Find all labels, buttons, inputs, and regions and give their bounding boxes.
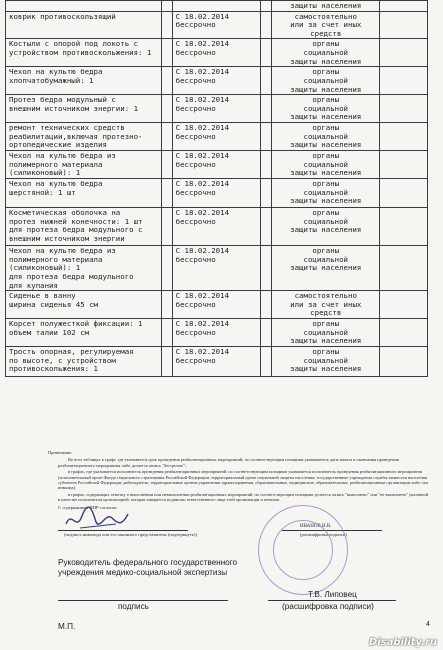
executor-cell: органы социальной защиты населения (272, 67, 380, 95)
table-row (6, 179, 428, 208)
watermark-logo: Disability.ru (368, 637, 437, 648)
date-cell: С 18.02.2014 бессрочно (172, 246, 261, 291)
agreed-label: С содержанием ИПР согласен (58, 505, 117, 510)
table-row (6, 151, 428, 179)
notes-paragraph: в графах, где указывается исполнитель проведения реабилитационных мероприятий, по соответствующим позициям указывается исполнитель проведения реабилитационного мероприятия (исполнительный орган Фонда социального страхования Российской Федерации, территориальный орган социальной защиты населения; государственные учреждения службы занятости населения субъектов Российской Федерации; работодатель; территориальные органы управления здравоохранения, образовательные, медицинские, образовательные, реабилитационные организации либо сам инвалид). (58, 469, 428, 491)
item-cell: Чехол на культю бедра хлопчатобумажный: 1 (6, 67, 162, 95)
item-cell: Косметическая оболочка на протез нижней конечности: 1 шт для протеза бедра модульного с внешним источником энергии (6, 208, 162, 246)
date-cell: С 18.02.2014 бессрочно (172, 179, 261, 208)
executor-cell: органы социальной защиты населения (272, 246, 380, 291)
executor-cell: органы социальной защиты населения (272, 95, 380, 123)
page-number: 4 (426, 621, 430, 628)
table-row (6, 11, 428, 39)
table-row (6, 95, 428, 123)
head-title-line2: учреждения медико-социальной экспертизы (58, 568, 228, 577)
executor-cell: самостоятельно или за счет иных средств (272, 11, 380, 39)
table-row (6, 1, 428, 12)
handwritten-signature-icon (62, 506, 132, 532)
notes-paragraph: в графах, содержащих отметку о выполнении или невыполнении реабилитационных мероприятий, по соответствующим позициям делается запись "выполнено" или "не выполнено" указанной в качестве исполнителя организацией, которая заверяется подписью ответственного лица этой организации и печатью. (58, 491, 429, 503)
date-cell: С 18.02.2014 бессрочно (172, 208, 261, 246)
item-cell: коврик противоскользящий (6, 11, 162, 39)
notes-block (48, 450, 430, 504)
item-cell: Трость опорная, регулируемая по высоте, с устройством противоскольжения: 1 (6, 346, 162, 376)
executor-cell: защиты населения (272, 1, 380, 12)
table-row (6, 346, 428, 376)
director-name: Т.В. Липовец (308, 590, 357, 599)
date-cell: С 18.02.2014 бессрочно (172, 11, 261, 39)
item-cell: Корсет полужесткой фиксации: 1 объем талии 102 см (6, 319, 162, 347)
table-row (6, 67, 428, 95)
table-row (6, 208, 428, 246)
executor-cell: органы социальной защиты населения (272, 346, 380, 376)
date-cell: С 18.02.2014 бессрочно (172, 346, 261, 376)
patient-name: ИВАНОВ И.В. (300, 524, 332, 529)
date-cell: С 18.02.2014 бессрочно (172, 39, 261, 67)
name-caption: (расшифровка подписи) (300, 532, 347, 537)
executor-cell: органы социальной защиты населения (272, 208, 380, 246)
date-cell: С 18.02.2014 бессрочно (172, 67, 261, 95)
notes-paragraph: Во всех таблицах в графе, где указывается срок проведения реабилитационных мероприятий, по соответствующим позициям указываются даты начала и окончания проведения реабилитационного мероприятия либо делается запись "бессрочно"; (58, 457, 399, 468)
notes-title: Примечание. (48, 450, 73, 455)
signature-line (58, 530, 188, 531)
executor-cell: органы социальной защиты населения (272, 179, 380, 208)
item-cell: Сиденье в ванну ширина сиденья 45 см (6, 291, 162, 319)
director-line (268, 600, 396, 601)
table-row (6, 39, 428, 67)
podpis-label: подпись (118, 602, 149, 611)
table-row (6, 291, 428, 319)
signature-caption: (подпись инвалида или его законного представителя (подчеркнуть)) (64, 532, 197, 537)
table-row (6, 246, 428, 291)
executor-cell: органы социальной защиты населения (272, 123, 380, 151)
item-cell: Чехол на культю бедра из полимерного материала (силиконовый): 1 (6, 151, 162, 179)
date-cell: С 18.02.2014 бессрочно (172, 151, 261, 179)
item-cell: Протез бедра модульный с внешним источником энергии: 1 (6, 95, 162, 123)
executor-cell: органы социальной защиты населения (272, 39, 380, 67)
date-cell: С 18.02.2014 бессрочно (172, 123, 261, 151)
mp-label: М.П. (58, 622, 76, 631)
executor-cell: органы социальной защиты населения (272, 151, 380, 179)
table-row (6, 123, 428, 151)
executor-cell: органы социальной защиты населения (272, 319, 380, 347)
item-cell: Чехол на культю бедра шерстяной: 1 шт (6, 179, 162, 208)
date-cell: С 18.02.2014 бессрочно (172, 291, 261, 319)
item-cell: Костыли с опорой под локоть с устройством противоскольжения: 1 (6, 39, 162, 67)
executor-cell: самостоятельно или за счет иных средств (272, 291, 380, 319)
table-row (6, 319, 428, 347)
head-signature-line (58, 600, 228, 601)
date-cell: С 18.02.2014 бессрочно (172, 319, 261, 347)
item-cell: ремонт технических средств реабилитации,включая протезно- ортопедические изделия (6, 123, 162, 151)
date-cell: С 18.02.2014 бессрочно (172, 95, 261, 123)
item-cell: Чехол на культю бедра из полимерного материала (силиконовый): 1 для протеза бедра модульного для купания (6, 246, 162, 291)
rehab-items-table (5, 0, 428, 377)
official-seal-icon (258, 505, 348, 595)
director-caption: (расшифровка подписи) (282, 602, 374, 611)
head-title-line1: Руководитель федерального государственного (58, 558, 238, 567)
